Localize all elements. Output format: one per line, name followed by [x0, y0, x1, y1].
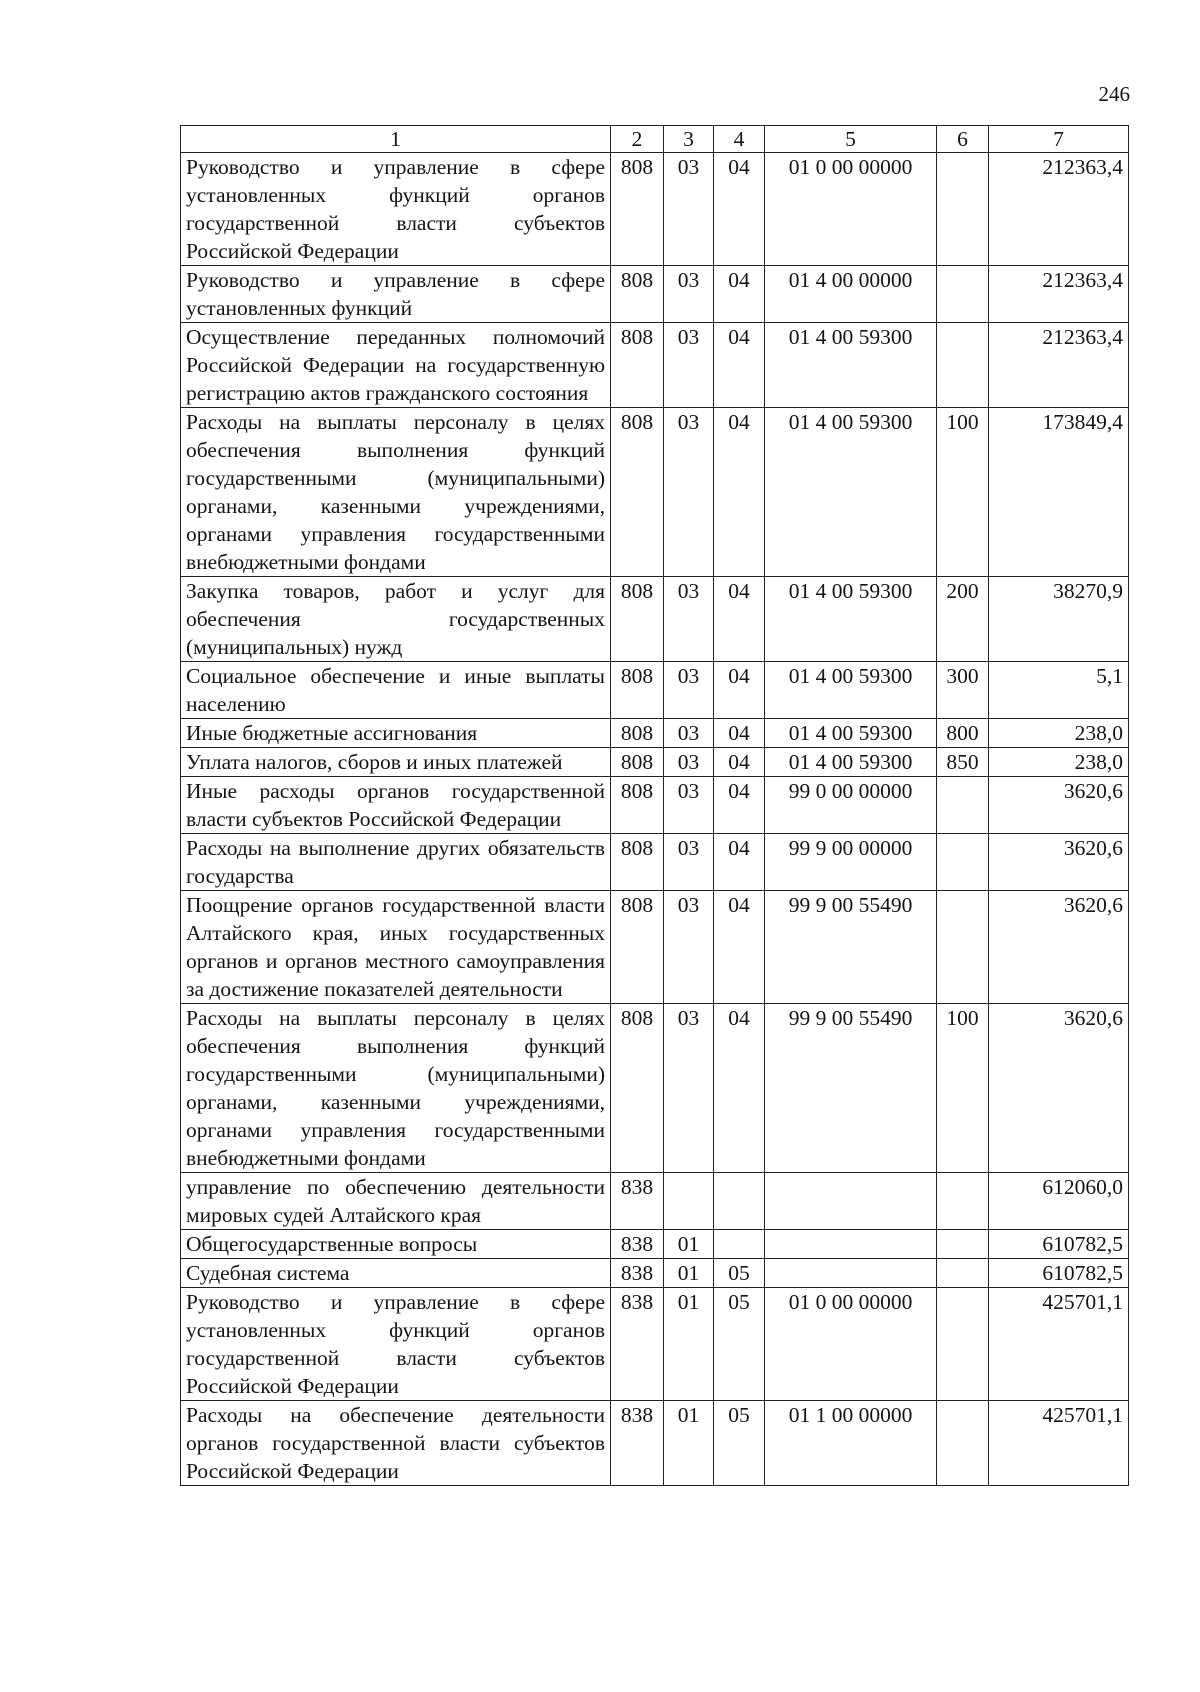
row-target-code: 01 4 00 59300 [765, 577, 937, 662]
row-subsection-code: 04 [714, 891, 765, 1004]
table-row [181, 1288, 1129, 1401]
row-target-code [765, 1230, 937, 1259]
row-amount: 212363,4 [989, 323, 1129, 408]
header-cell-7: 7 [989, 126, 1129, 153]
row-subsection-code: 04 [714, 719, 765, 748]
row-admin-code: 808 [611, 777, 664, 834]
row-expense-type-code: 800 [937, 719, 989, 748]
row-target-code: 99 9 00 55490 [765, 1004, 937, 1173]
row-target-code: 01 4 00 59300 [765, 662, 937, 719]
row-expense-type-code [937, 1230, 989, 1259]
row-admin-code: 808 [611, 719, 664, 748]
table-row [181, 1401, 1129, 1486]
row-subsection-code: 05 [714, 1288, 765, 1401]
page-number: 246 [1098, 82, 1130, 106]
table-row [181, 777, 1129, 834]
budget-table [180, 125, 1129, 1486]
row-section-code: 01 [664, 1288, 714, 1401]
table-row [181, 1259, 1129, 1288]
row-expense-type-code: 850 [937, 748, 989, 777]
table-row [181, 323, 1129, 408]
row-section-code: 03 [664, 323, 714, 408]
row-subsection-code: 04 [714, 153, 765, 266]
row-subsection-code: 04 [714, 834, 765, 891]
row-subsection-code: 04 [714, 1004, 765, 1173]
row-section-code: 03 [664, 408, 714, 577]
header-cell-6: 6 [937, 126, 989, 153]
row-subsection-code [714, 1230, 765, 1259]
row-name: управление по обеспечению деятельности мировых судей Алтайского края [181, 1173, 611, 1230]
row-name: Руководство и управление в сфере установленных функций органов государственной власти субъектов Российской Федерации [181, 1288, 611, 1401]
row-target-code: 99 0 00 00000 [765, 777, 937, 834]
row-admin-code: 838 [611, 1173, 664, 1230]
row-target-code: 01 4 00 59300 [765, 748, 937, 777]
row-expense-type-code [937, 266, 989, 323]
row-amount: 425701,1 [989, 1401, 1129, 1486]
table-row [181, 408, 1129, 577]
row-target-code: 01 0 00 00000 [765, 1288, 937, 1401]
row-target-code: 01 4 00 59300 [765, 408, 937, 577]
row-subsection-code: 05 [714, 1401, 765, 1486]
row-subsection-code: 04 [714, 577, 765, 662]
row-name: Иные расходы органов государственной власти субъектов Российской Федерации [181, 777, 611, 834]
row-subsection-code: 04 [714, 748, 765, 777]
row-expense-type-code [937, 891, 989, 1004]
row-section-code: 03 [664, 153, 714, 266]
row-name: Уплата налогов, сборов и иных платежей [181, 748, 611, 777]
table-row [181, 1004, 1129, 1173]
row-name: Судебная система [181, 1259, 611, 1288]
row-section-code: 03 [664, 748, 714, 777]
row-amount: 238,0 [989, 719, 1129, 748]
row-amount: 610782,5 [989, 1230, 1129, 1259]
row-name: Руководство и управление в сфере установленных функций органов государственной власти субъектов Российской Федерации [181, 153, 611, 266]
row-expense-type-code [937, 153, 989, 266]
table-row [181, 1173, 1129, 1230]
row-name: Расходы на выполнение других обязательств государства [181, 834, 611, 891]
table-row [181, 719, 1129, 748]
table-row [181, 1230, 1129, 1259]
row-admin-code: 838 [611, 1230, 664, 1259]
row-expense-type-code: 300 [937, 662, 989, 719]
header-row [181, 126, 1129, 153]
row-subsection-code: 04 [714, 323, 765, 408]
row-admin-code: 808 [611, 323, 664, 408]
row-subsection-code: 05 [714, 1259, 765, 1288]
row-expense-type-code [937, 1173, 989, 1230]
row-section-code: 03 [664, 777, 714, 834]
row-target-code: 01 4 00 59300 [765, 323, 937, 408]
row-admin-code: 808 [611, 577, 664, 662]
row-subsection-code: 04 [714, 662, 765, 719]
row-expense-type-code [937, 1259, 989, 1288]
row-amount: 612060,0 [989, 1173, 1129, 1230]
row-amount: 238,0 [989, 748, 1129, 777]
row-admin-code: 808 [611, 748, 664, 777]
header-cell-3: 3 [664, 126, 714, 153]
row-admin-code: 838 [611, 1401, 664, 1486]
row-subsection-code [714, 1173, 765, 1230]
table-row [181, 266, 1129, 323]
table-row [181, 577, 1129, 662]
row-target-code: 01 0 00 00000 [765, 153, 937, 266]
table-row [181, 662, 1129, 719]
row-section-code: 03 [664, 834, 714, 891]
row-admin-code: 838 [611, 1259, 664, 1288]
row-expense-type-code [937, 1401, 989, 1486]
row-amount: 3620,6 [989, 777, 1129, 834]
row-amount: 3620,6 [989, 891, 1129, 1004]
row-name: Руководство и управление в сфере установленных функций [181, 266, 611, 323]
row-target-code: 99 9 00 55490 [765, 891, 937, 1004]
row-section-code [664, 1173, 714, 1230]
row-target-code: 01 4 00 00000 [765, 266, 937, 323]
table-row [181, 153, 1129, 266]
header-cell-1: 1 [181, 126, 611, 153]
row-expense-type-code [937, 834, 989, 891]
row-name: Поощрение органов государственной власти Алтайского края, иных государственных органов и органов местного самоуправления за достижение показателей деятельности [181, 891, 611, 1004]
row-name: Закупка товаров, работ и услуг для обеспечения государственных (муниципальных) нужд [181, 577, 611, 662]
row-section-code: 01 [664, 1259, 714, 1288]
row-section-code: 03 [664, 662, 714, 719]
row-expense-type-code: 100 [937, 1004, 989, 1173]
row-amount: 212363,4 [989, 266, 1129, 323]
row-name: Расходы на выплаты персоналу в целях обеспечения выполнения функций государственными (муниципальными) органами, казенными учреждениями, органами управления государственными внебюджетными фондами [181, 1004, 611, 1173]
row-name: Иные бюджетные ассигнования [181, 719, 611, 748]
row-name: Общегосударственные вопросы [181, 1230, 611, 1259]
row-admin-code: 808 [611, 834, 664, 891]
row-expense-type-code: 100 [937, 408, 989, 577]
row-admin-code: 808 [611, 266, 664, 323]
row-section-code: 03 [664, 891, 714, 1004]
table-row [181, 748, 1129, 777]
row-admin-code: 808 [611, 1004, 664, 1173]
row-amount: 3620,6 [989, 1004, 1129, 1173]
row-target-code [765, 1173, 937, 1230]
row-admin-code: 838 [611, 1288, 664, 1401]
header-cell-5: 5 [765, 126, 937, 153]
row-amount: 212363,4 [989, 153, 1129, 266]
row-name: Расходы на обеспечение деятельности органов государственной власти субъектов Российской Федерации [181, 1401, 611, 1486]
row-admin-code: 808 [611, 662, 664, 719]
row-subsection-code: 04 [714, 408, 765, 577]
row-target-code [765, 1259, 937, 1288]
row-section-code: 01 [664, 1401, 714, 1486]
row-target-code: 01 4 00 59300 [765, 719, 937, 748]
row-target-code: 01 1 00 00000 [765, 1401, 937, 1486]
row-subsection-code: 04 [714, 777, 765, 834]
row-amount: 425701,1 [989, 1288, 1129, 1401]
row-amount: 38270,9 [989, 577, 1129, 662]
row-amount: 5,1 [989, 662, 1129, 719]
row-expense-type-code: 200 [937, 577, 989, 662]
row-expense-type-code [937, 1288, 989, 1401]
row-expense-type-code [937, 323, 989, 408]
row-section-code: 03 [664, 266, 714, 323]
row-section-code: 03 [664, 577, 714, 662]
row-name: Расходы на выплаты персоналу в целях обеспечения выполнения функций государственными (муниципальными) органами, казенными учреждениями, органами управления государственными внебюджетными фондами [181, 408, 611, 577]
header-cell-4: 4 [714, 126, 765, 153]
header-cell-2: 2 [611, 126, 664, 153]
row-subsection-code: 04 [714, 266, 765, 323]
row-admin-code: 808 [611, 891, 664, 1004]
row-admin-code: 808 [611, 153, 664, 266]
row-section-code: 03 [664, 719, 714, 748]
row-section-code: 01 [664, 1230, 714, 1259]
row-name: Социальное обеспечение и иные выплаты населению [181, 662, 611, 719]
table-row [181, 891, 1129, 1004]
row-amount: 610782,5 [989, 1259, 1129, 1288]
row-amount: 3620,6 [989, 834, 1129, 891]
row-name: Осуществление переданных полномочий Российской Федерации на государственную регистрацию актов гражданского состояния [181, 323, 611, 408]
row-target-code: 99 9 00 00000 [765, 834, 937, 891]
row-admin-code: 808 [611, 408, 664, 577]
row-expense-type-code [937, 777, 989, 834]
table-body [181, 153, 1129, 1486]
row-amount: 173849,4 [989, 408, 1129, 577]
row-section-code: 03 [664, 1004, 714, 1173]
table-row [181, 834, 1129, 891]
